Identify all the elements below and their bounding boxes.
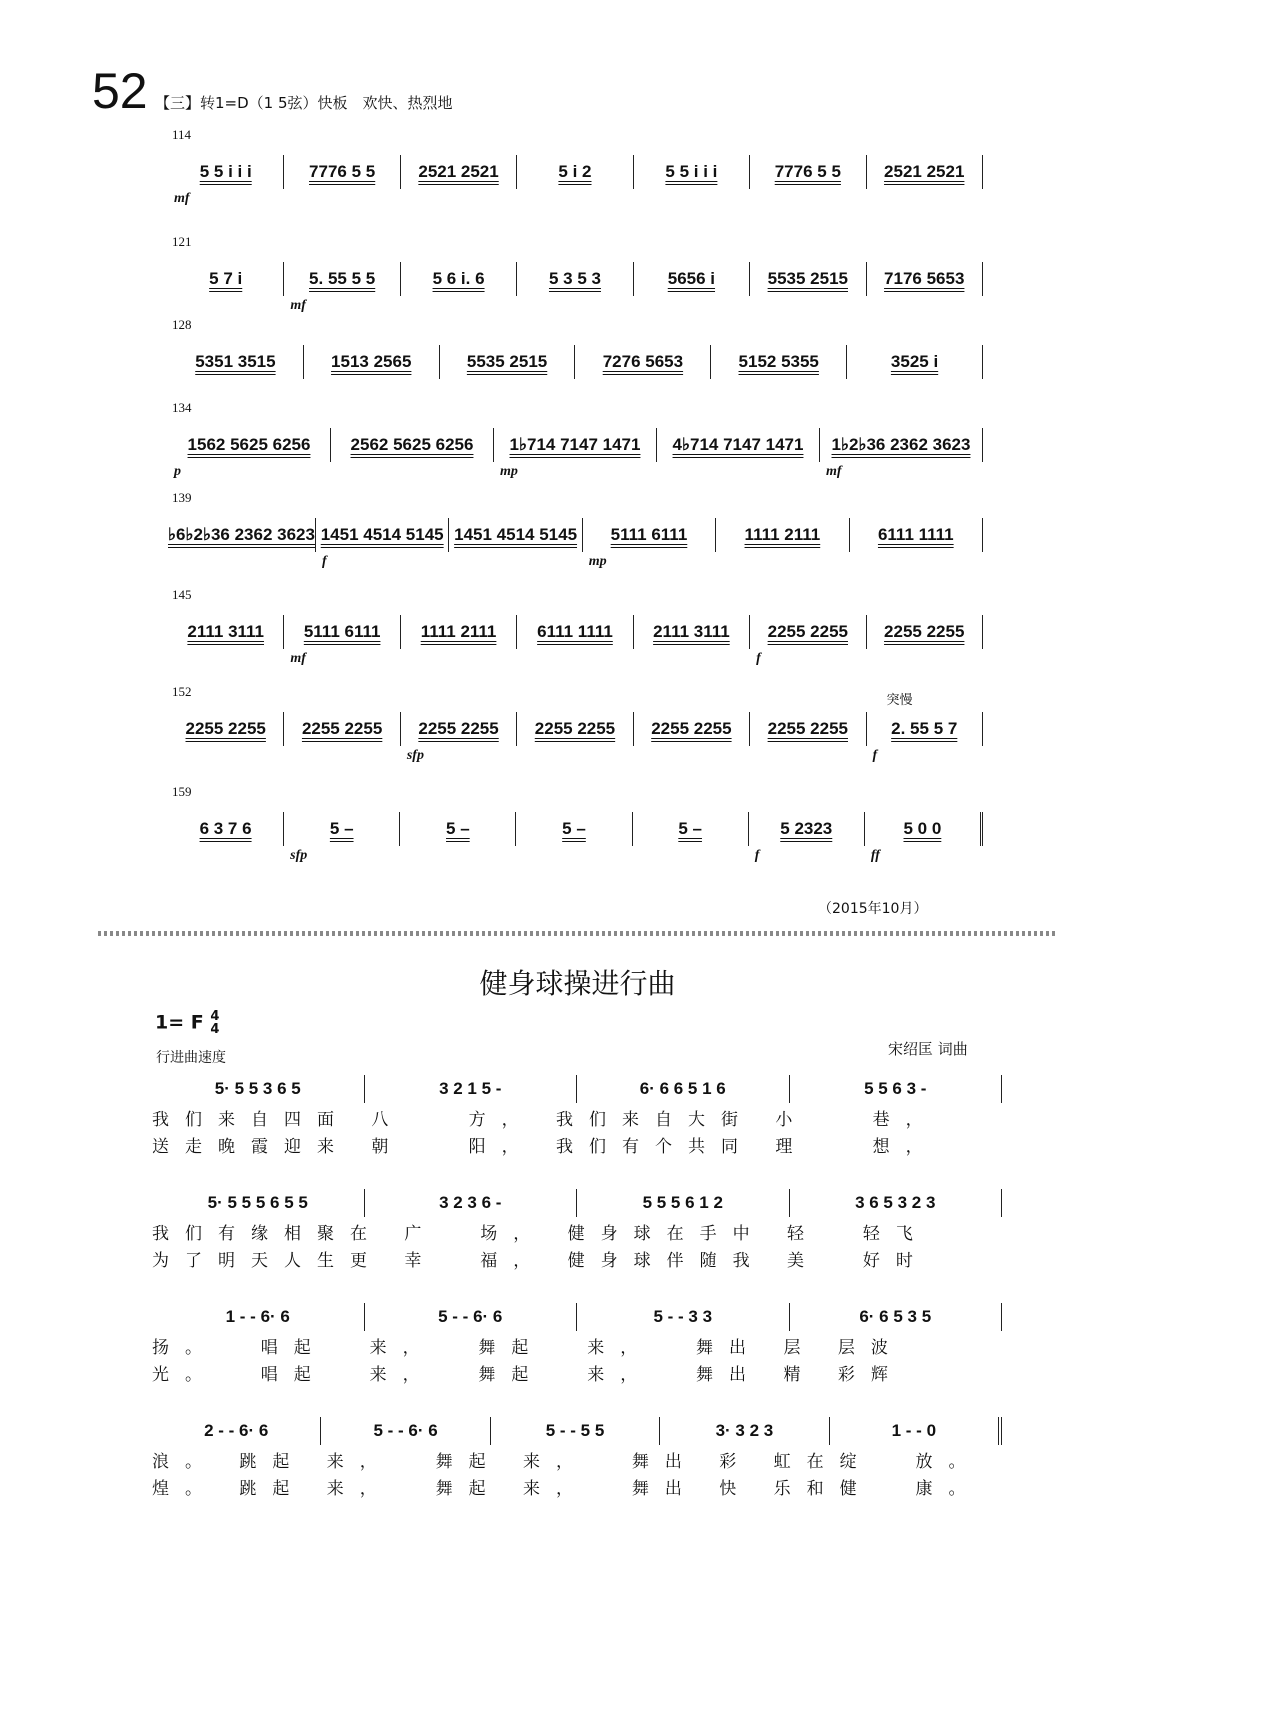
notes: 5535 2515 [767, 269, 848, 288]
notes: 5535 2515 [466, 352, 548, 371]
notes: 2255 2255 [418, 719, 499, 738]
time-bottom: 4 [210, 1022, 220, 1037]
measure [750, 155, 866, 189]
lyric-line: 送走晚霞迎来 朝 阳， 我们有个共同 理 想， [152, 1137, 939, 1157]
measure [634, 262, 750, 296]
measure [750, 712, 866, 746]
notes: 1♭714 7147 1471 [509, 435, 641, 454]
measure [284, 812, 400, 863]
measure-number: 152 [172, 684, 192, 699]
notes: 5 – [446, 819, 470, 838]
time-top: 4 [210, 1009, 220, 1024]
measure: 5 - - 6· 6 [321, 1417, 490, 1445]
lyric-line: 我们来自四面 八 方， 我们来自大街 小 巷， [152, 1110, 939, 1130]
score-row [168, 345, 983, 379]
notes: 5 – [562, 819, 586, 838]
measure [867, 155, 983, 189]
measure: 3· 3 2 3 [660, 1417, 829, 1445]
measure [517, 155, 633, 189]
measure-number: 121 [172, 234, 192, 249]
measure [331, 428, 494, 462]
section-header: 【三】转1=D（1 5弦）快板 欢快、热烈地 [155, 94, 453, 112]
dynamic-mark: f [756, 651, 761, 666]
dynamic-mark: mf [290, 298, 306, 313]
notes: 7276 5653 [602, 352, 684, 371]
measure: 5 - - 3 3 [577, 1303, 790, 1331]
measure-number: 128 [172, 317, 192, 332]
dynamic-mark: mf [290, 651, 306, 666]
author: 宋绍匡 词曲 [888, 1040, 968, 1058]
tempo: 行进曲速度 [156, 1050, 226, 1066]
score-row [168, 812, 983, 863]
notes: 5 i 2 [558, 162, 592, 181]
measure [401, 262, 517, 296]
melody-row [152, 1074, 1002, 1104]
measure [867, 262, 983, 296]
measure [401, 155, 517, 189]
measure [517, 712, 633, 746]
notes: 2. 55 5 7 [891, 719, 958, 738]
measure [168, 428, 331, 479]
notes: 1451 4514 5145 [454, 525, 578, 544]
melody-row [152, 1416, 1002, 1446]
notes: 1562 5625 6256 [187, 435, 311, 454]
measure [168, 155, 284, 206]
measure [168, 345, 304, 379]
notes: 5656 i [667, 269, 716, 288]
measure [575, 345, 711, 379]
dynamic-mark: sfp [406, 748, 424, 763]
measure: 5 - - 6· 6 [365, 1303, 578, 1331]
notes: 4♭714 7147 1471 [672, 435, 804, 454]
dynamic-mark: mf [174, 191, 190, 206]
measure [284, 615, 400, 666]
measure [634, 712, 750, 746]
notes: 2521 2521 [884, 162, 965, 181]
measure [440, 345, 576, 379]
measure: 5· 5 5 5 6 5 5 [152, 1189, 365, 1217]
measure [865, 812, 983, 863]
measure [168, 712, 284, 746]
measure: 3 2 1 5 - [365, 1075, 578, 1103]
measure [750, 615, 866, 666]
divider [98, 931, 1058, 936]
dynamic-mark: ff [870, 848, 880, 863]
notes: 5 7 i [209, 269, 243, 288]
measure-number: 145 [172, 587, 192, 602]
measure [657, 428, 820, 462]
melody-row [152, 1302, 1002, 1332]
measure [401, 712, 517, 763]
measure: 6· 6 6 5 1 6 [577, 1075, 790, 1103]
measure [583, 518, 716, 569]
score-row [168, 262, 983, 313]
lyric-line: 扬。 唱起 来， 舞起 来， 舞出 层 层波 [152, 1338, 904, 1358]
score-row [168, 692, 983, 763]
notes: 1111 2111 [420, 622, 497, 641]
notes: 1♭2♭36 2362 3623 [831, 435, 971, 454]
notes: 7776 5 5 [774, 162, 841, 181]
notes: 2562 5625 6256 [350, 435, 474, 454]
score-row [168, 518, 983, 569]
song-title: 健身球操进行曲 [479, 967, 676, 1000]
measure [284, 155, 400, 189]
dynamic-mark: f [872, 748, 878, 763]
lyric-line: 光。 唱起 来， 舞起 来， 舞出 精 彩辉 [152, 1365, 904, 1385]
measure [284, 712, 400, 746]
measure: 1 - - 0 [830, 1417, 1002, 1445]
measure [711, 345, 847, 379]
notes: 5. 55 5 5 [309, 269, 376, 288]
notes: 1513 2565 [331, 352, 412, 371]
measure [168, 812, 284, 846]
measure [304, 345, 440, 379]
measure [867, 692, 983, 763]
notes: 2521 2521 [418, 162, 499, 181]
notes: 5 – [329, 819, 354, 838]
notes: 5 – [678, 819, 702, 838]
notes: 5 5 i i i [199, 162, 252, 181]
measure: 1 - - 6· 6 [152, 1303, 365, 1331]
measure [847, 345, 983, 379]
measure [516, 812, 632, 846]
measure: 5 5 5 6 1 2 [577, 1189, 790, 1217]
measure [449, 518, 582, 552]
notes: 5152 5355 [738, 352, 819, 371]
notes: 5 6 i. 6 [432, 269, 485, 288]
measure [634, 155, 750, 189]
dynamic-mark: f [754, 848, 760, 863]
notes: 1111 2111 [744, 525, 821, 544]
measure [867, 615, 983, 649]
measure [316, 518, 449, 569]
measure [820, 428, 983, 479]
lyric-line: 浪。 跳起 来， 舞起 来， 舞出 彩 虹在绽 放。 [152, 1452, 982, 1472]
measure-number: 159 [172, 784, 192, 799]
notes: 2255 2255 [767, 622, 848, 641]
notes: 3525 i [890, 352, 939, 371]
measure [168, 518, 316, 552]
key-signature [155, 1010, 219, 1036]
measure [517, 262, 633, 296]
page-number: 52 [92, 63, 148, 119]
notes: 5 2323 [780, 819, 833, 838]
measure [634, 615, 750, 649]
notes: 2255 2255 [185, 719, 266, 738]
measure [749, 812, 865, 863]
score-row [168, 155, 983, 206]
dynamic-mark: mf [826, 464, 842, 479]
notes: 5 0 0 [903, 819, 942, 838]
notes: 7776 5 5 [309, 162, 376, 181]
measure [716, 518, 849, 552]
notes: 2111 3111 [187, 622, 265, 641]
notes: 5111 6111 [610, 525, 688, 544]
measure: 2 - - 6· 6 [152, 1417, 321, 1445]
melody-row [152, 1188, 1002, 1218]
score-row [168, 615, 983, 666]
notes: 6111 1111 [877, 525, 954, 544]
lyric-line: 我们有缘相聚在 广 场， 健身球在手中 轻 轻飞 [152, 1224, 929, 1244]
lyric-line: 为了明天人生更 幸 福， 健身球伴随我 美 好时 [152, 1251, 929, 1271]
measure-number: 134 [172, 400, 192, 415]
tempo-mark: 突慢 [886, 692, 913, 707]
date: （2015年10月） [818, 901, 928, 917]
measure [168, 615, 284, 649]
measure [517, 615, 633, 649]
dynamic-mark: sfp [290, 848, 308, 863]
measure [750, 262, 866, 296]
measure [494, 428, 657, 479]
dynamic-mark: f [321, 554, 327, 569]
measure: 5 5 6 3 - [790, 1075, 1003, 1103]
time-signature [210, 1010, 219, 1036]
notes: 2255 2255 [651, 719, 732, 738]
notes: 5351 3515 [195, 352, 276, 371]
measure-number: 114 [172, 127, 192, 142]
key: 1= F [155, 1011, 204, 1034]
notes: 1451 4514 5145 [320, 525, 444, 544]
notes: 2255 2255 [534, 719, 616, 738]
notes: 5111 6111 [303, 622, 381, 641]
notes: 6111 1111 [537, 622, 613, 641]
measure: 5 - - 5 5 [491, 1417, 660, 1445]
notes: 2255 2255 [767, 719, 848, 738]
lyric-line: 煌。 跳起 来， 舞起 来， 舞出 快 乐和健 康。 [152, 1479, 982, 1499]
dynamic-mark: mp [500, 464, 518, 479]
measure [400, 812, 516, 846]
measure: 6· 6 5 3 5 [790, 1303, 1003, 1331]
notes: 5 5 i i i [665, 162, 718, 181]
measure: 3 6 5 3 2 3 [790, 1189, 1003, 1217]
dynamic-mark: p [174, 464, 181, 479]
notes: 7176 5653 [884, 269, 965, 288]
measure: 3 2 3 6 - [365, 1189, 578, 1217]
measure [401, 615, 517, 649]
dynamic-mark: mp [588, 554, 607, 569]
measure [850, 518, 983, 552]
notes: ♭6♭2♭36 2362 3623 [168, 525, 315, 544]
measure-number: 139 [172, 490, 192, 505]
notes: 2255 2255 [884, 622, 965, 641]
score-row [168, 428, 983, 479]
measure [284, 262, 400, 313]
notes: 2255 2255 [301, 719, 383, 738]
notes: 2111 3111 [653, 622, 730, 641]
measure: 5· 5 5 3 6 5 [152, 1075, 365, 1103]
notes: 5 3 5 3 [548, 269, 601, 288]
measure [633, 812, 749, 846]
measure [168, 262, 284, 296]
notes: 6 3 7 6 [199, 819, 252, 838]
